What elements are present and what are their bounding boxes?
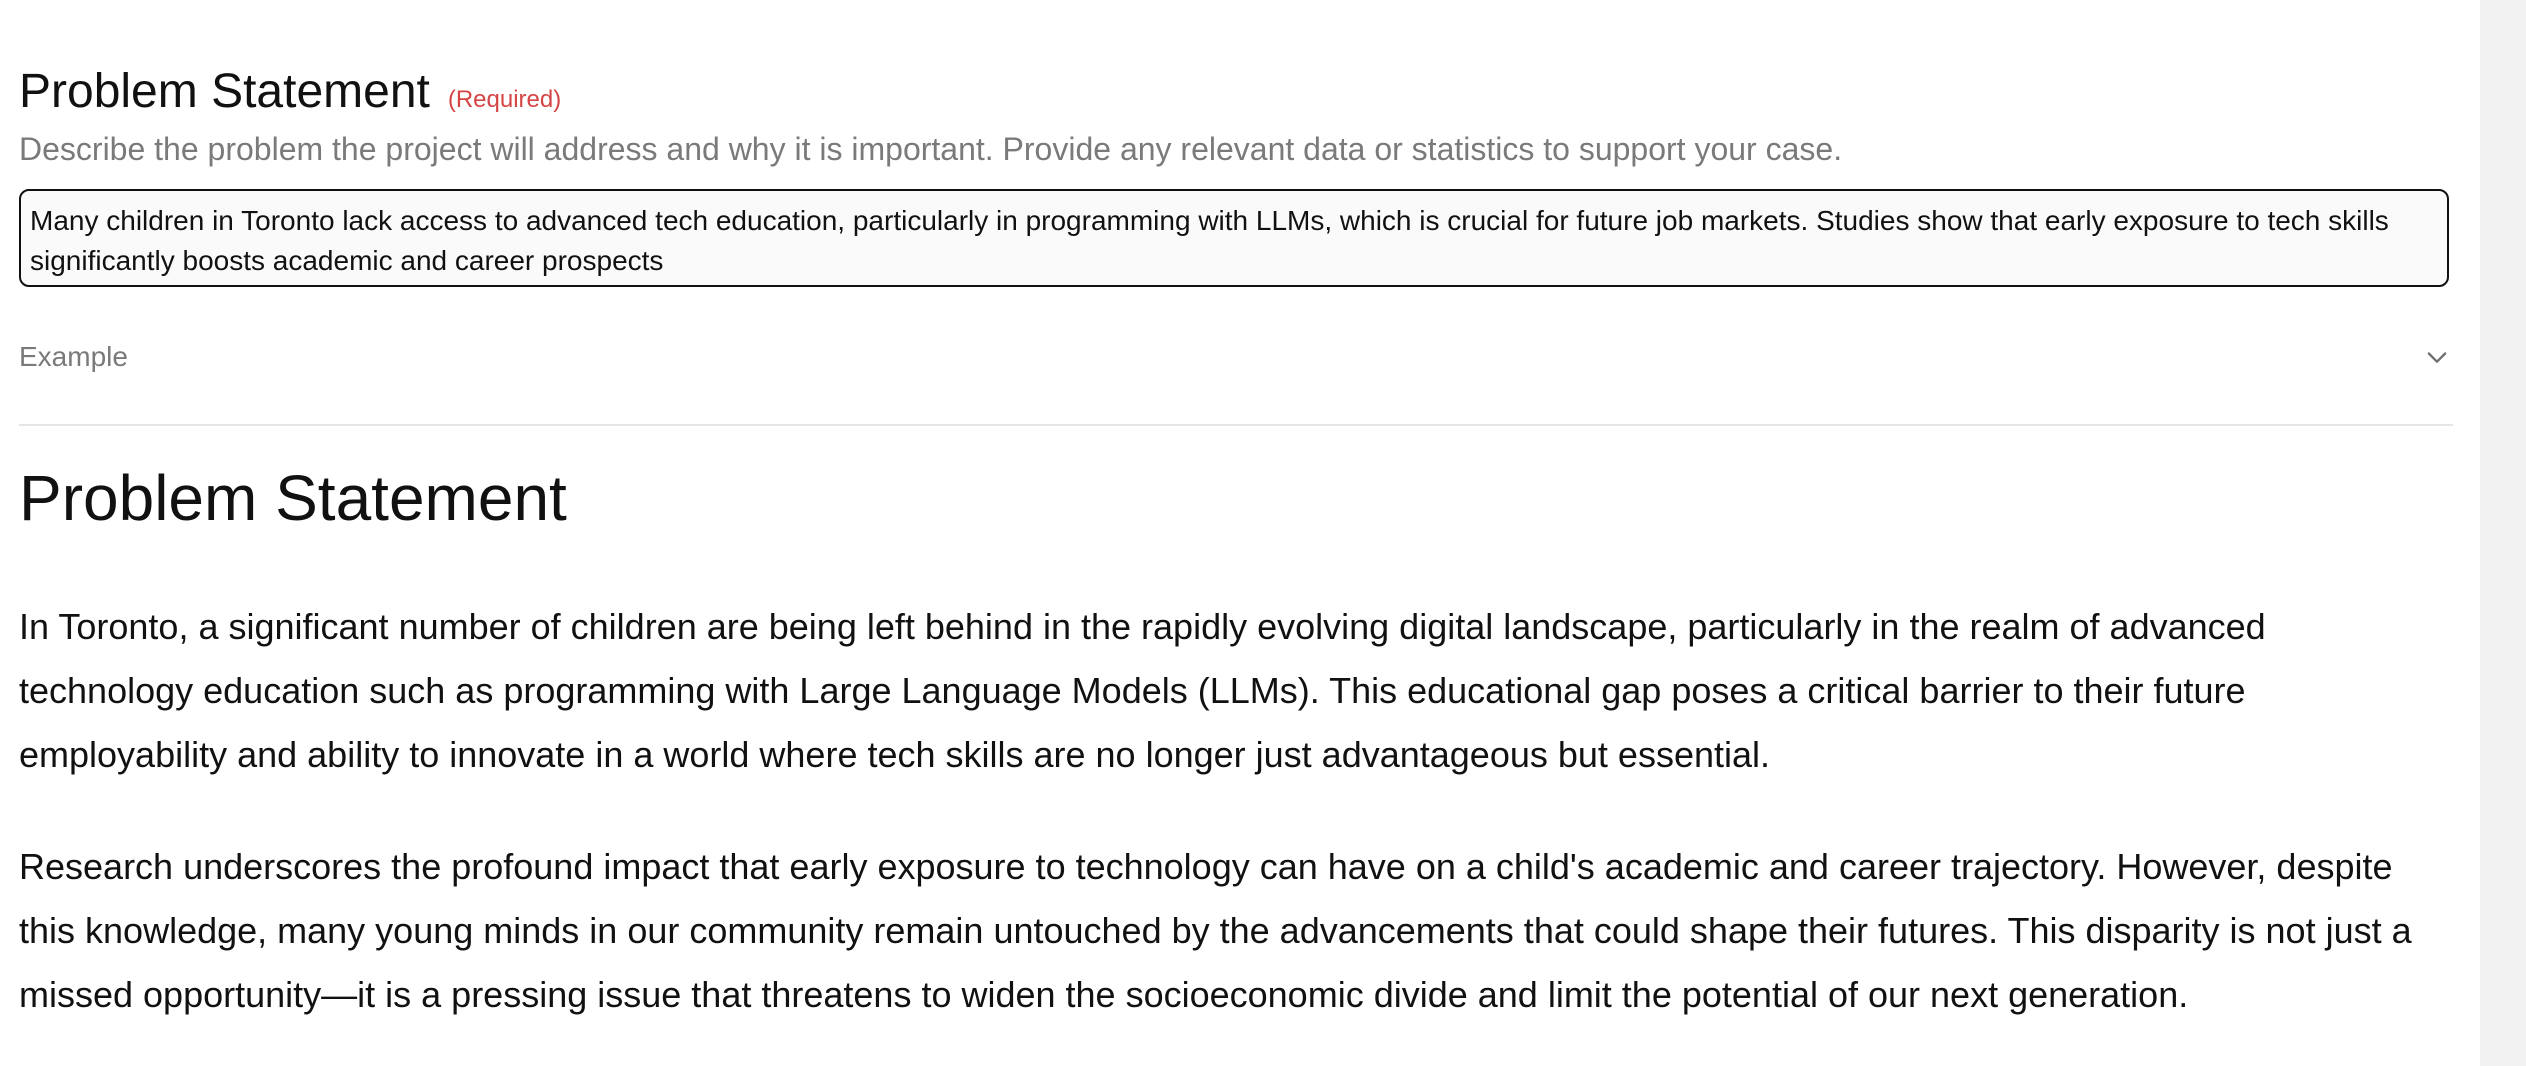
example-toggle-label: Example — [19, 341, 128, 372]
field-description: Describe the problem the project will address and why it is important. Provide any relevant data or statistics to support your case. — [19, 131, 1843, 167]
required-label: (Required) — [447, 86, 562, 113]
chevron-down-icon[interactable] — [2423, 343, 2451, 371]
example-heading: Problem Statement — [19, 462, 567, 534]
example-paragraph: Research underscores the profound impact that early exposure to technology can have on a child's academic and career trajectory. However, despite this knowledge, many young minds in our community remain untouched by the advancements that could shape their futures. This disparity is not just a missed opportunity—it is a pressing issue that threatens to widen the socioeconomic divide and limit the potential of our next generation. — [19, 846, 2412, 1015]
problem-statement-textarea[interactable]: Many children in Toronto lack access to advanced tech education, particularly in programming with LLMs, which is crucial for future job markets. Studies show that early exposure to tech skills significantly boosts academic and career prospects — [19, 189, 2449, 287]
field-header — [19, 64, 561, 120]
scrollbar-track[interactable] — [2480, 0, 2526, 1066]
divider — [19, 424, 2453, 426]
example-paragraph: In Toronto, a significant number of children are being left behind in the rapidly evolving digital landscape, particularly in the realm of advanced technology education such as programming with Large Language Models (LLMs). This educational gap poses a critical barrier to their future employability and ability to innovate in a world where tech skills are no longer just advantageous but essential. — [19, 606, 2266, 775]
example-toggle[interactable] — [19, 332, 2453, 382]
field-title: Problem Statement — [19, 65, 430, 118]
